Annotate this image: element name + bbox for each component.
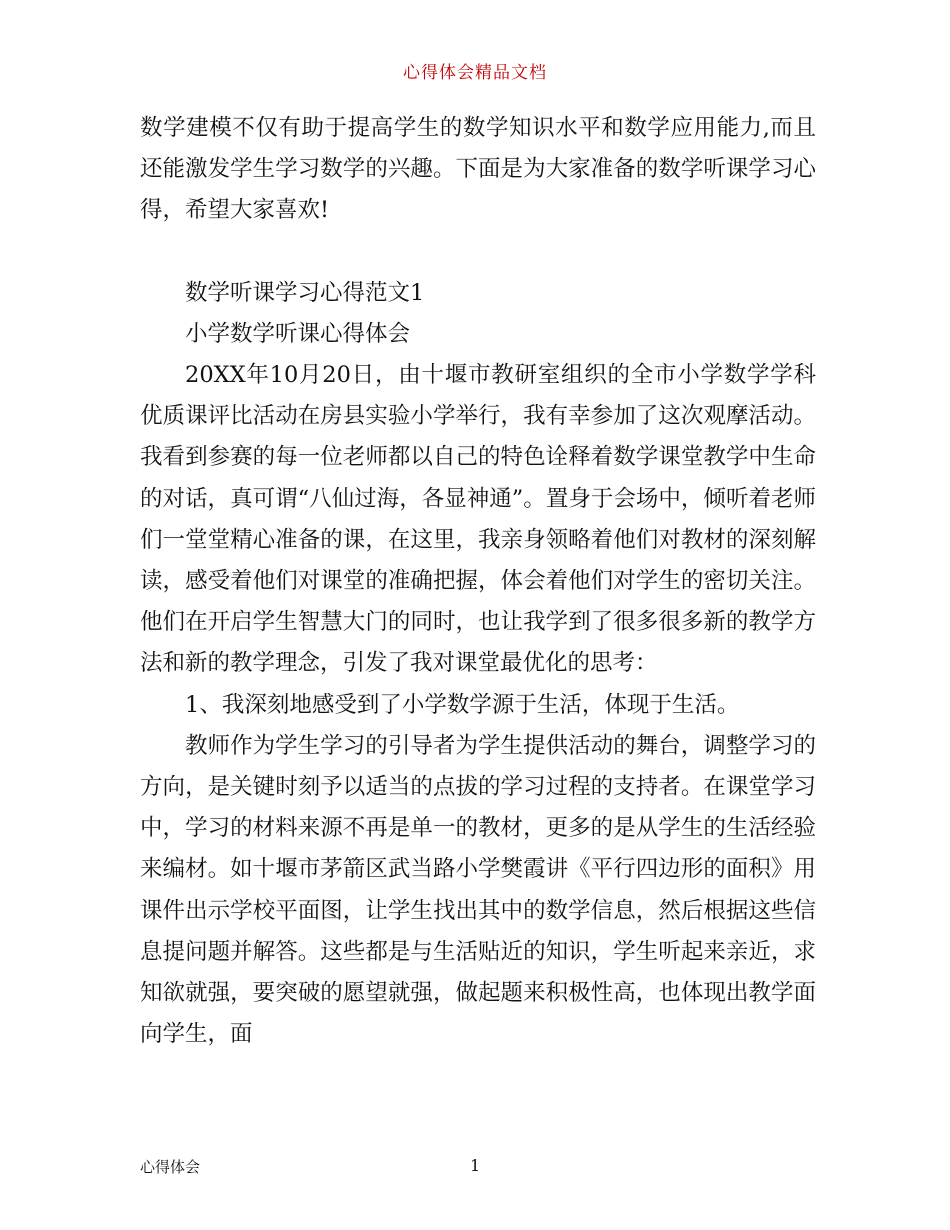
page-header-title: 心得体会精品文档: [403, 63, 547, 83]
body-paragraph: 20XX年10月20日，由十堰市教研室组织的全市小学数学学科优质课评比活动在房县实验小学举行，我有幸参加了这次观摩活动。我看到参赛的每一位老师都以自己的特色诠释着数学课堂教学中生命的对话，真可谓“八仙过海，各显神通”。置身于会场中，倾听着老师们一堂堂精心准备的课，在这里，我亲身领略着他们对教材的深刻解读，感受着他们对课堂的准确把握，体会着他们对学生的密切关注。他们在开启学生智慧大门的同时，也让我学到了很多很多新的教学方法和新的教学理念，引发了我对课堂最优化的思考：: [140, 362, 816, 677]
document-body: [140, 108, 816, 1055]
intro-paragraph: 数学建模不仅有助于提高学生的数学知识水平和数学应用能力,而且还能激发学生学习数学的兴趣。下面是为大家准备的数学听课学习心得，希望大家喜欢!: [140, 115, 816, 224]
page-number: 1: [470, 1156, 481, 1175]
section-title: 数学听课学习心得范文1: [185, 279, 425, 306]
body-paragraph: 教师作为学生学习的引导者为学生提供活动的舞台，调整学习的方向，是关键时刻予以适当的点拔的学习过程的支持者。在课堂学习中，学习的材料来源不再是单一的教材，更多的是从学生的生活经验来编材。如十堰市茅箭区武当路小学樊霞讲《平行四边形的面积》用课件出示学校平面图，让学生找出其中的数学信息，然后根据这些信息提问题并解答。这些都是与生活贴近的知识，学生听起来亲近，求知欲就强，要突破的愿望就强，做起题来积极性高，也体现出教学面向学生，面: [140, 732, 816, 1048]
body-paragraph: 1、我深刻地感受到了小学数学源于生活，体现于生活。: [185, 691, 740, 718]
article-title: 小学数学听课心得体会: [185, 320, 411, 347]
footer-label: 心得体会: [140, 1158, 201, 1176]
